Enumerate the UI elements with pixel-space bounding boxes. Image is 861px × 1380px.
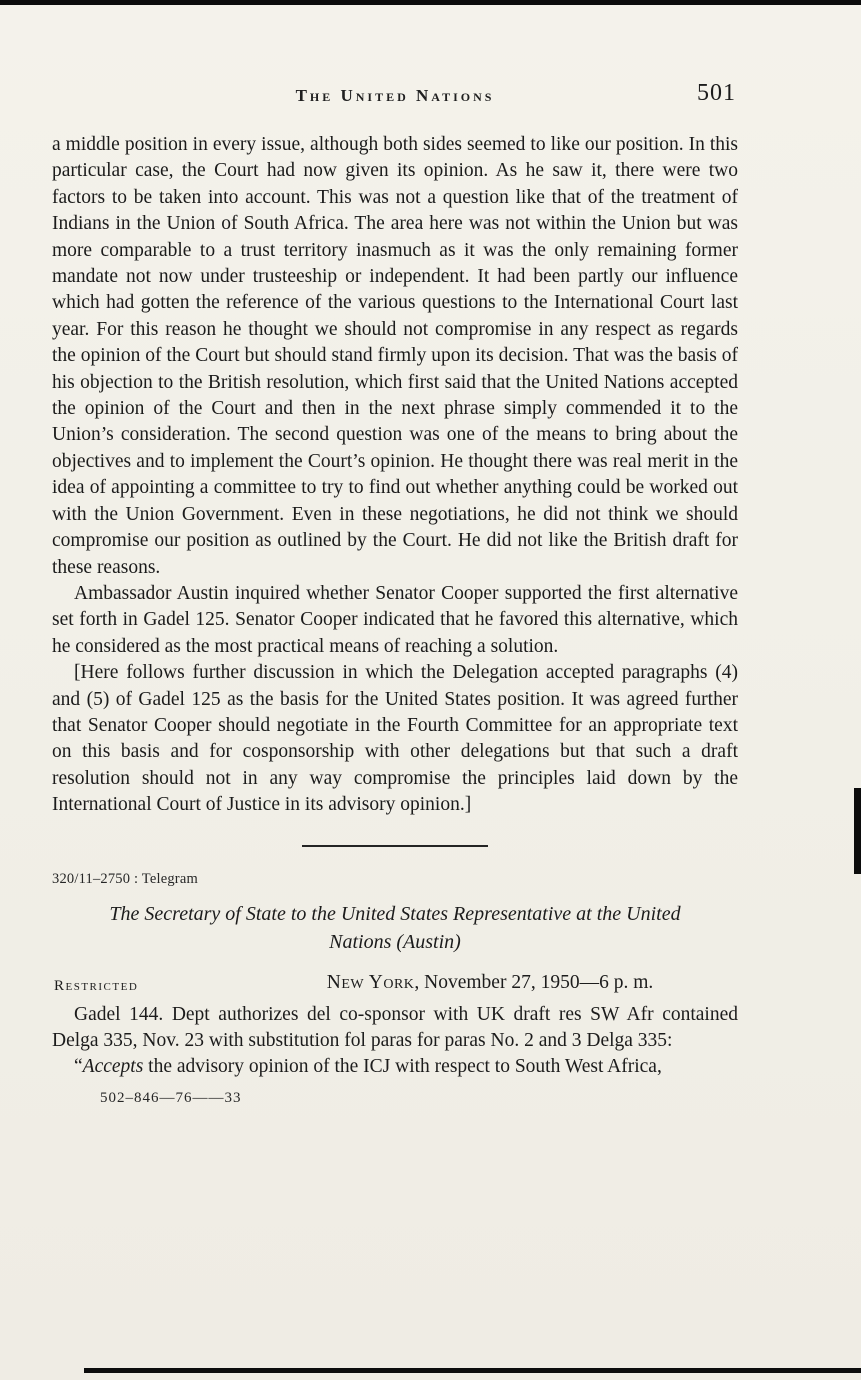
telegram-paragraph: Gadel 144. Dept authorizes del co-sponsor with UK draft res SW Afr contained Delga 335, Nov. 23 with substitution fol paras for paras No. 2 and 3 Delga 335: xyxy=(52,1003,738,1051)
main-body xyxy=(52,132,738,819)
dateline-rest: , November 27, 1950—6 p. m. xyxy=(414,971,654,993)
quote-italic-word: Accepts xyxy=(82,1056,144,1078)
dateline-place: New York xyxy=(326,971,415,993)
body-paragraph: a middle position in every issue, although both sides seemed to like our position. In this particular case, the Court had now given its opinion. As he saw it, there were two factors to be taken into account. This was not a question like that of the treatment of Indians in the Union of South Africa. The area here was not within the Union but was more comparable to a trust territory inasmuch as it was the only remaining former mandate not now under trusteeship or independent. It had been partly our influence which had gotten the reference of the various questions to the International Court last year. For this reason he thought we should not compromise in any respect as regards the opinion of the Court but should stand firmly upon its decision. That was the basis of his objection to the British resolution, which first said that the United Nations accepted the opinion of the Court and then in the next phrase simply commended it to the Union’s consideration. The second question was one of the means to bring about the objectives and to implement the Court’s opinion. He thought there was real merit in the idea of appointing a committee to try to find out whether anything could be worked out with the Union Government. Even in these negotiations, he did not think we should compromise our position as outlined by the Court. He did not like the British draft for these reasons. xyxy=(52,134,738,578)
scan-artifact-bottom-bar xyxy=(84,1368,861,1373)
section-divider xyxy=(302,845,488,847)
document-reference: 320/11–2750 : Telegram xyxy=(52,870,198,887)
running-head-title: The United Nations xyxy=(295,86,495,105)
running-head xyxy=(52,80,738,112)
telegram-quote-paragraph xyxy=(52,1054,738,1080)
classification-dateline-row xyxy=(52,970,738,1002)
scan-artifact-right-mark xyxy=(854,788,861,874)
text-column xyxy=(52,80,738,1107)
telegram-body xyxy=(52,1002,738,1081)
body-paragraph: [Here follows further discussion in which the Delegation accepted paragraphs (4) and (5) of Gadel 125 as the basis for the United States position. It was agreed further that Senator Cooper should negotiate in the Fourth Committee for an appropriate text on this basis and for cosponsorship with other delegations but that such a draft resolution should not in any way compromise the principles laid down by the International Court of Justice in its advisory opinion.] xyxy=(52,662,738,816)
body-paragraph: Ambassador Austin inquired whether Senator Cooper supported the first alternative set forth in Gadel 125. Senator Cooper indicated that he favored this alternative, which he considered as the most practical means of reaching a solution. xyxy=(52,582,738,657)
dateline xyxy=(242,972,738,994)
scan-artifact-top-bar xyxy=(0,0,861,5)
classification-label: Restricted xyxy=(54,977,139,994)
document-heading: The Secretary of State to the United States Representative at the United Nations (Austin) xyxy=(109,902,681,953)
open-quote: “ xyxy=(74,1056,83,1078)
print-signature: 502–846—76——33 xyxy=(100,1089,242,1106)
quote-rest: the advisory opinion of the ICJ with respect to South West Africa, xyxy=(143,1056,662,1078)
page-number: 501 xyxy=(697,80,736,106)
